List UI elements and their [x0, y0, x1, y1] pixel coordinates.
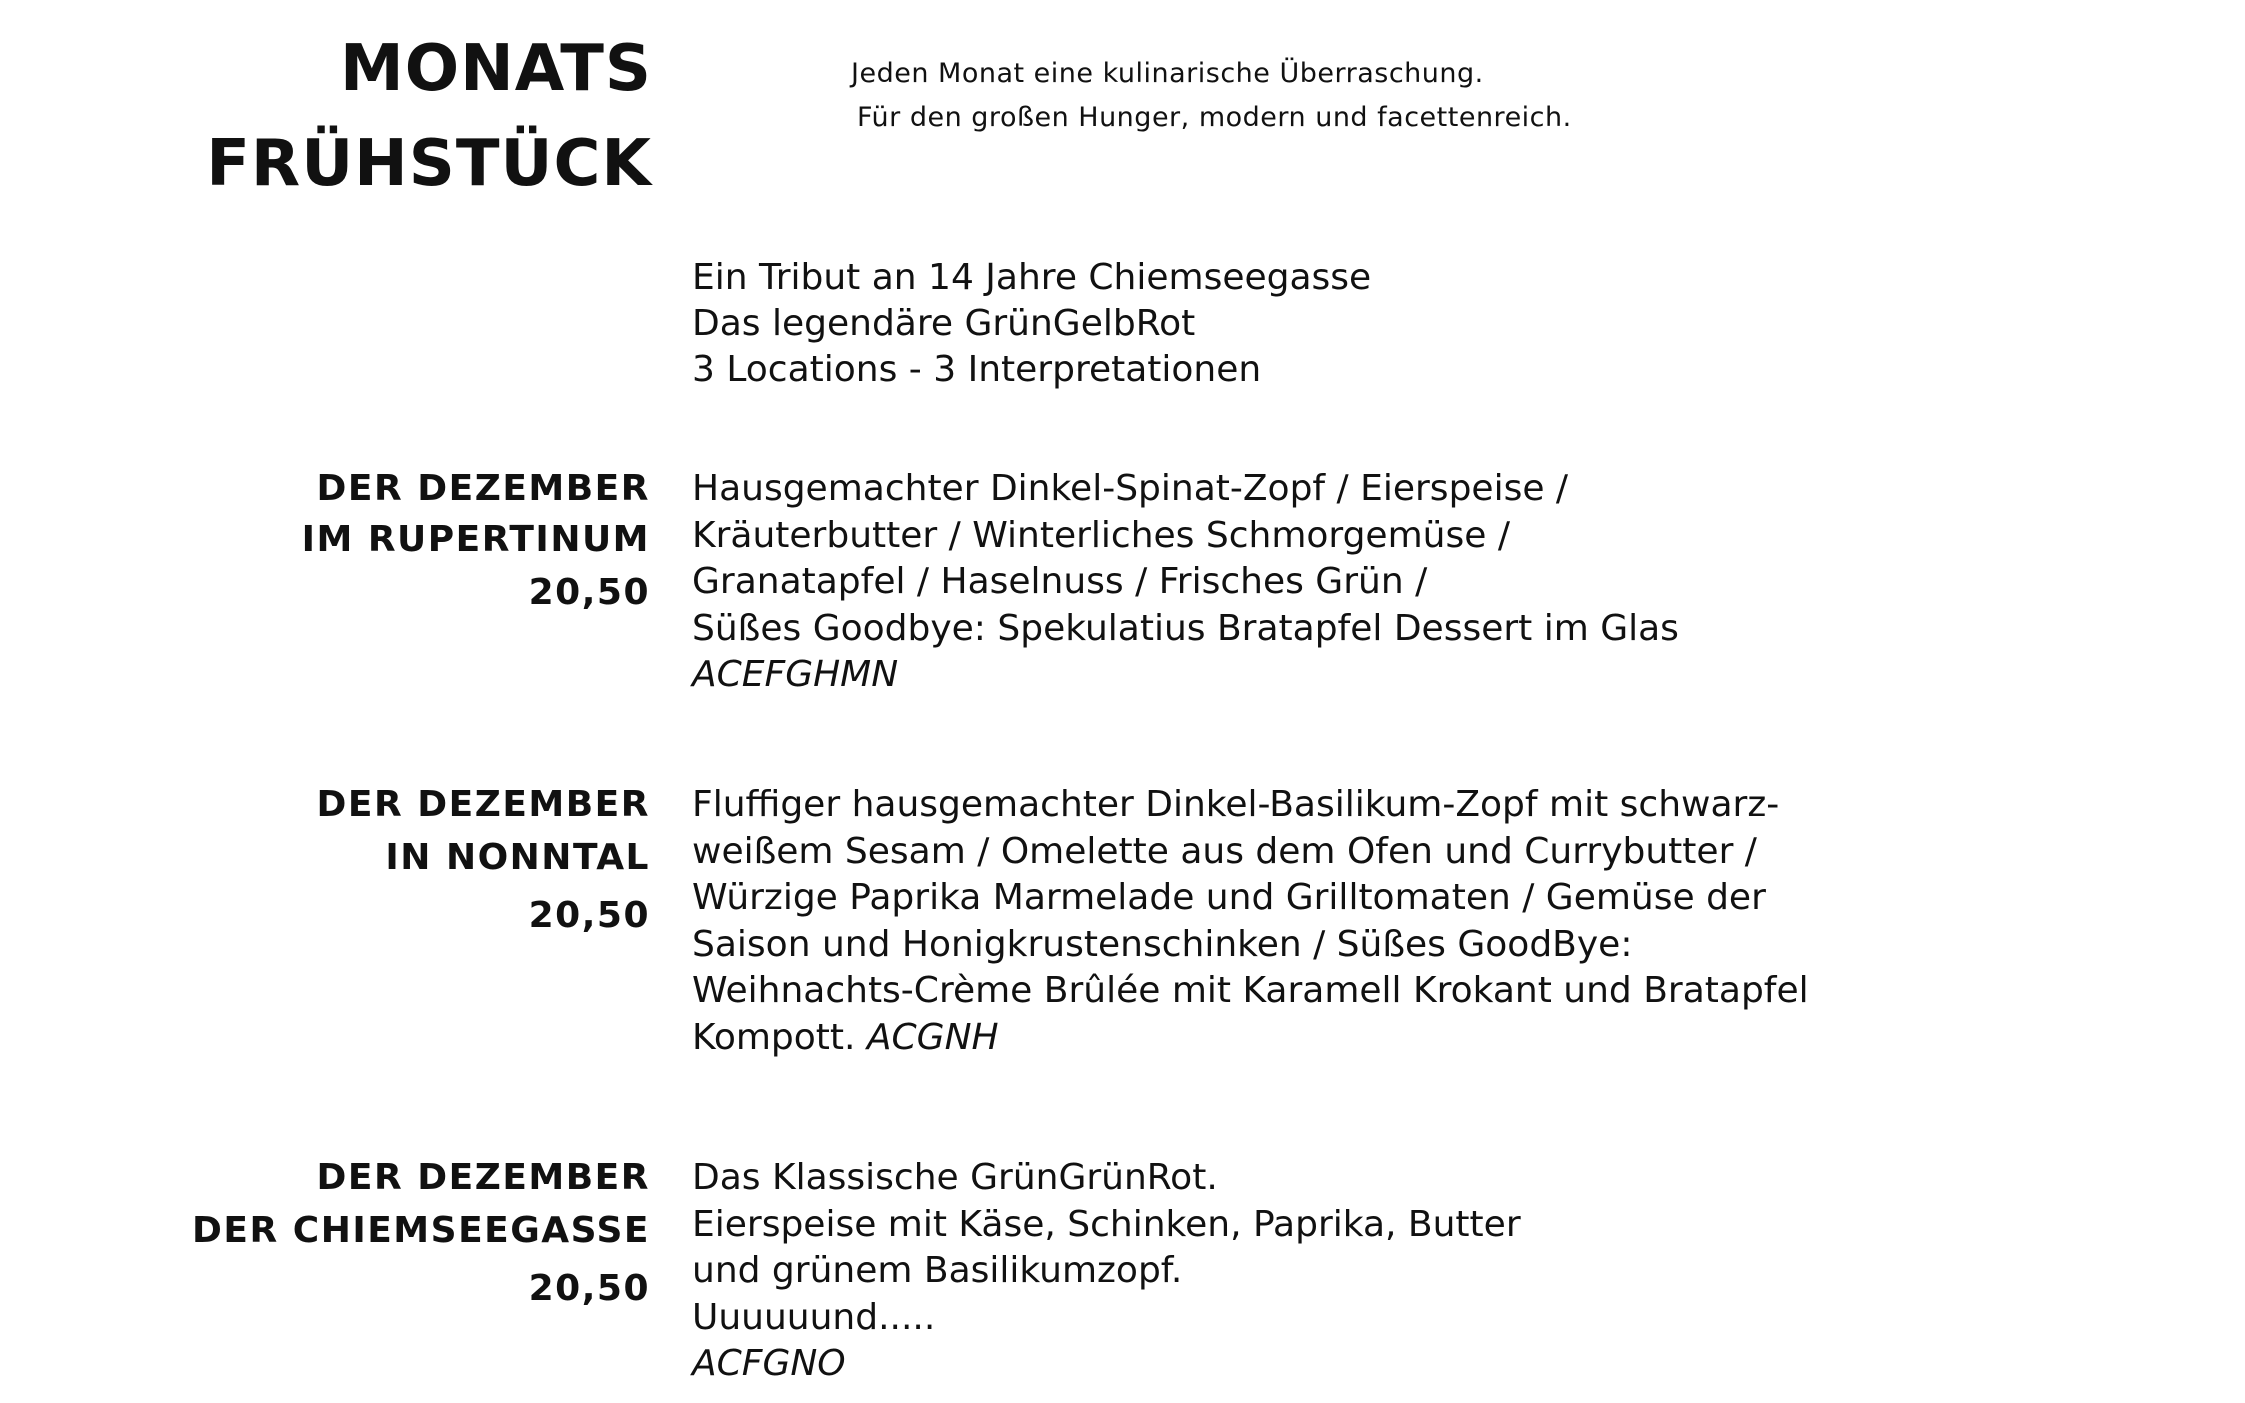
- description-line: Das Klassische GrünGrünRot.: [692, 1157, 1218, 1198]
- menu-item-price: 20,50: [528, 572, 650, 613]
- menu-item-location: IM RUPERTINUM: [301, 519, 650, 560]
- menu-item-label-chiemseegasse: [192, 1155, 650, 1317]
- description-line: Würzige Paprika Marmelade und Grilltomaten / Gemüse der: [692, 877, 1766, 918]
- menu-item-label-rupertinum: [302, 466, 650, 618]
- tribute-text: [692, 255, 1371, 393]
- intro-line-1: Jeden Monat eine kulinarische Überraschung.: [851, 58, 1484, 89]
- description-line: Kräuterbutter / Winterliches Schmorgemüse /: [692, 514, 1510, 556]
- description-line: Hausgemachter Dinkel-Spinat-Zopf / Eierspeise /: [692, 468, 1569, 509]
- description-line: Fluffiger hausgemachter Dinkel-Basilikum-Zopf mit schwarz-: [692, 784, 1780, 825]
- menu-item-location: DER CHIEMSEEGASSE: [192, 1210, 650, 1251]
- menu-item-month: DER DEZEMBER: [316, 468, 650, 509]
- description-line-last: [692, 1015, 1872, 1062]
- title-line-1: MONATS: [340, 32, 652, 106]
- description-line: Granatapfel / Haselnuss / Frisches Grün /: [692, 561, 1428, 602]
- description-line: weißem Sesam / Omelette aus dem Ofen und Currybutter /: [692, 830, 1757, 872]
- description-line: Saison und Honigkrustenschinken / Süßes GoodBye:: [692, 923, 1633, 965]
- allergen-codes: ACGNH: [866, 1016, 999, 1058]
- description-line: Uuuuuund.....: [692, 1296, 936, 1338]
- title-line-2: FRÜHSTÜCK: [206, 127, 652, 201]
- description-line: und grünem Basilikumzopf.: [692, 1250, 1183, 1291]
- intro-text: [851, 52, 1572, 140]
- intro-line-2: Für den großen Hunger, modern und facettenreich.: [857, 102, 1572, 133]
- menu-item-location: IN NONNTAL: [385, 837, 650, 878]
- menu-item-price: 20,50: [528, 895, 650, 936]
- allergen-codes: ACFGNO: [692, 1343, 846, 1384]
- page-title: [206, 22, 652, 212]
- tribute-line-2: Das legendäre GrünGelbRot: [692, 303, 1196, 344]
- description-line: Süßes Goodbye: Spekulatius Bratapfel Dessert im Glas: [692, 607, 1679, 649]
- description-line: Weihnachts-Crème Brûlée mit Karamell Krokant und Bratapfel: [692, 970, 1809, 1011]
- menu-item-price: 20,50: [528, 1268, 650, 1309]
- menu-item-description-nonntal: [692, 782, 1872, 1061]
- tribute-line-3: 3 Locations - 3 Interpretationen: [692, 349, 1262, 390]
- menu-item-description-rupertinum: [692, 466, 1872, 699]
- description-line: Eierspeise mit Käse, Schinken, Paprika, Butter: [692, 1203, 1521, 1245]
- menu-item-month: DER DEZEMBER: [316, 784, 650, 825]
- menu-item-month: DER DEZEMBER: [316, 1157, 650, 1198]
- tribute-line-1: Ein Tribut an 14 Jahre Chiemseegasse: [692, 257, 1372, 298]
- menu-item-label-nonntal: [317, 782, 650, 944]
- description-text: Kompott.: [692, 1016, 867, 1058]
- menu-item-description-chiemseegasse: [692, 1155, 1872, 1388]
- allergen-codes: ACEFGHMN: [692, 654, 899, 695]
